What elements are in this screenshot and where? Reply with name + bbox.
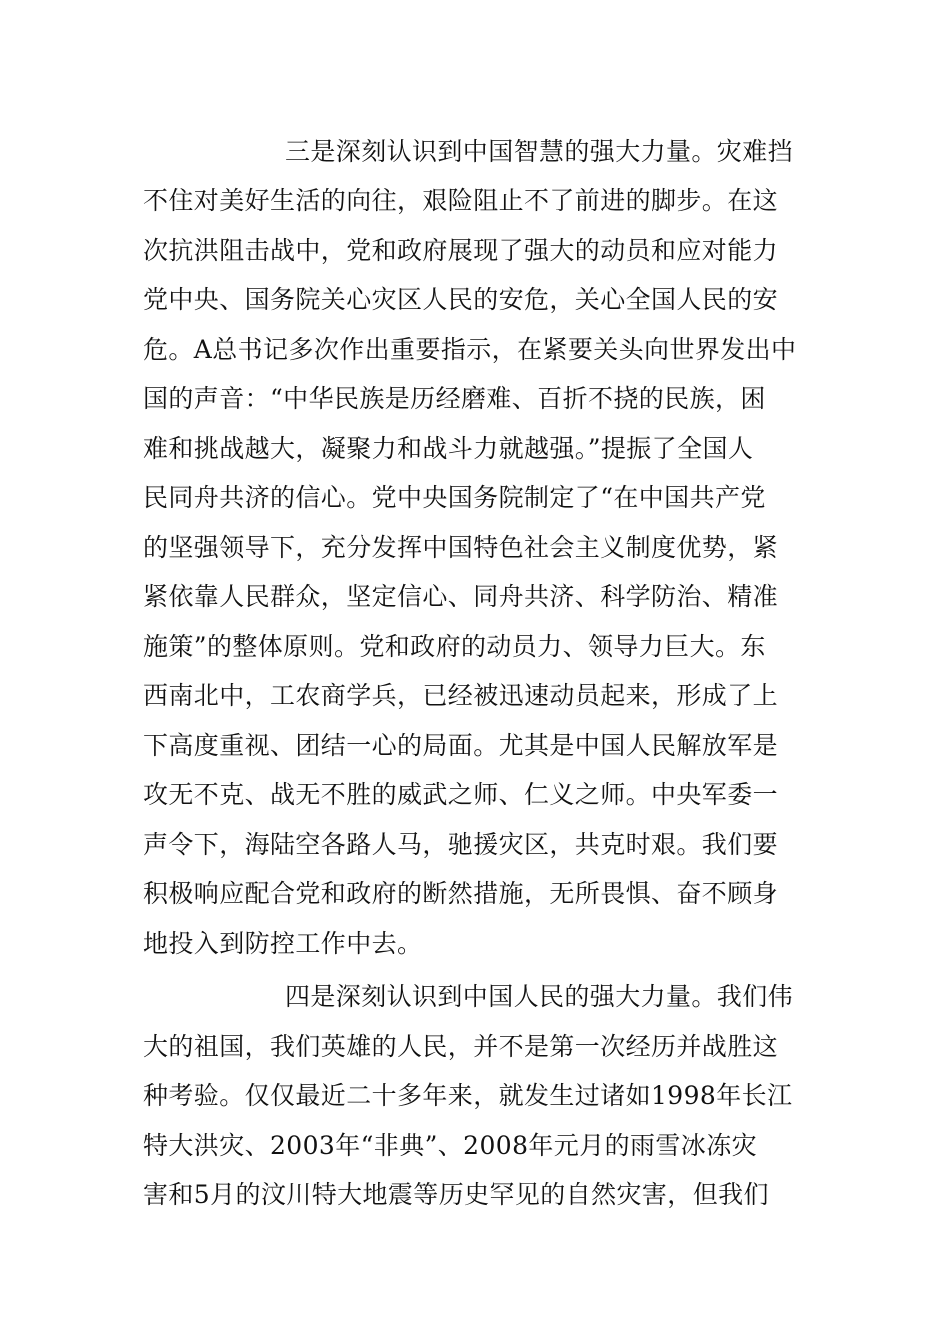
paragraph-1-line-8: 民同舟共济的信心。党中央国务院制定了“在中国共产党 [143,483,766,512]
paragraph-1-line-9: 的坚强领导下，充分发挥中国特色社会主义制度优势，紧 [143,533,779,562]
paragraph-1-line-11: 施策”的整体原则。党和政府的动员力、领导力巨大。东 [143,632,766,661]
paragraph-1-line-13: 下高度重视、团结一心的局面。尤其是中国人民解放军是 [143,731,779,760]
paragraph-2-line-3: 种考验。仅仅最近二十多年来，就发生过诸如1998年长江 [143,1081,793,1110]
paragraph-1-line-6: 国的声音：“中华民族是历经磨难、百折不挠的民族，困 [143,384,766,413]
paragraph-1-line-4: 党中央、国务院关心灾区人民的安危，关心全国人民的安 [143,285,779,314]
paragraph-1-line-5: 危。A总书记多次作出重要指示，在紧要关头向世界发出中 [143,335,797,364]
paragraph-1-line-14: 攻无不克、战无不胜的威武之师、仁义之师。中央军委一 [143,780,779,809]
paragraph-1-line-2: 不住对美好生活的向往，艰险阻止不了前进的脚步。在这 [143,186,779,215]
paragraph-2-line-5: 害和5月的汶川特大地震等历史罕见的自然灾害，但我们 [143,1180,769,1209]
paragraph-2-line-2: 大的祖国，我们英雄的人民，并不是第一次经历并战胜这 [143,1032,779,1061]
paragraph-1-line-17: 地投入到防控工作中去。 [143,929,423,958]
paragraph-1-line-7: 难和挑战越大，凝聚力和战斗力就越强。”提振了全国人 [143,434,754,463]
paragraph-2-line-1: 四是深刻认识到中国人民的强大力量。我们伟 [285,982,794,1011]
paragraph-1-line-3: 次抗洪阻击战中，党和政府展现了强大的动员和应对能力 [143,236,779,265]
paragraph-1-line-12: 西南北中，工农商学兵，已经被迅速动员起来，形成了上 [143,681,779,710]
paragraph-1-line-15: 声令下，海陆空各路人马，驰援灾区，共克时艰。我们要 [143,830,779,859]
paragraph-1-line-1: 三是深刻认识到中国智慧的强大力量。灾难挡 [285,137,794,166]
paragraph-2-line-4: 特大洪灾、2003年“非典”、2008年元月的雨雪冰冻灾 [143,1131,758,1160]
paragraph-1-line-16: 积极响应配合党和政府的断然措施，无所畏惧、奋不顾身 [143,879,779,908]
paragraph-1-line-10: 紧依靠人民群众，坚定信心、同舟共济、科学防治、精准 [143,582,779,611]
